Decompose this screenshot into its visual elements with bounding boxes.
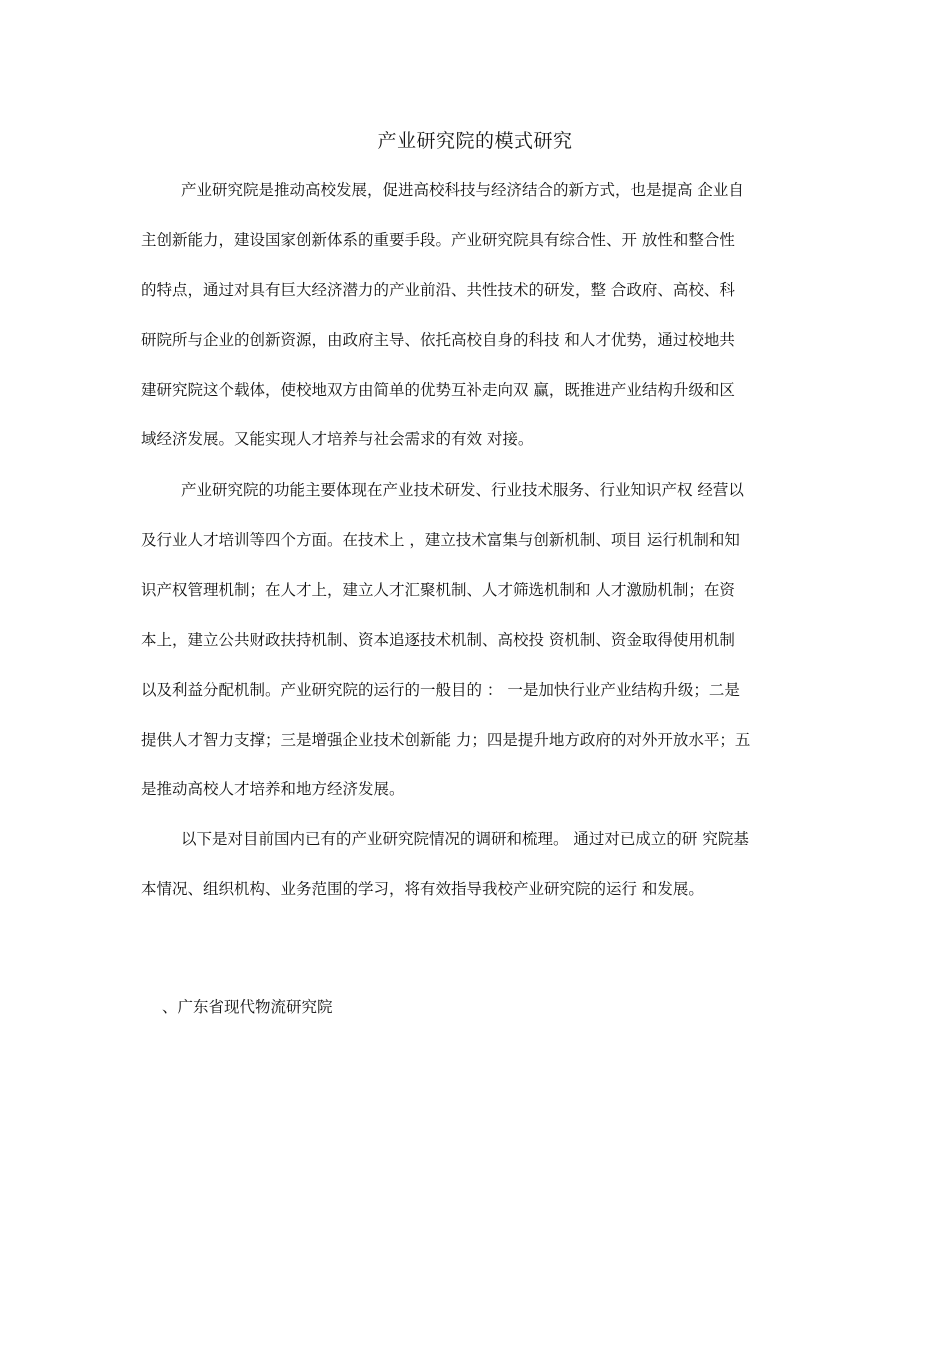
paragraph-2-line-4: 本上，建立公共财政扶持机制、资本追逐技术机制、高校投 资机制、资金取得使用机制 [141,631,735,649]
paragraph-2-line-3: 识产权管理机制；在人才上，建立人才汇聚机制、人才筛选机制和 人才激励机制；在资 [141,581,735,599]
paragraph-3-line-1: 以下是对目前国内已有的产业研究院情况的调研和梳理。 通过对已成立的研 究院基 [181,830,749,848]
paragraph-1-line-5: 建研究院这个载体，使校地双方由简单的优势互补走向双 赢，既推进产业结构升级和区 [141,381,735,399]
paragraph-1-line-1: 产业研究院是推动高校发展，促进高校科技与经济结合的新方式，也是提高 企业自 [181,181,744,199]
paragraph-2-line-1: 产业研究院的功能主要体现在产业技术研发、行业技术服务、行业知识产权 经营以 [181,481,744,499]
section-heading: 、广东省现代物流研究院 [162,998,333,1016]
paragraph-1-line-6: 域经济发展。又能实现人才培养与社会需求的有效 对接。 [141,430,534,448]
paragraph-2-line-2: 及行业人才培训等四个方面。在技术上 ，建立技术富集与创新机制、项目 运行机制和知 [141,531,740,549]
paragraph-1-line-3: 的特点，通过对具有巨大经济潜力的产业前沿、共性技术的研发，整 合政府、高校、科 [141,281,735,299]
paragraph-3-line-2: 本情况、组织机构、业务范围的学习，将有效指导我校产业研究院的运行 和发展。 [141,880,704,898]
paragraph-2-line-5: 以及利益分配机制。产业研究院的运行的一般目的 ： 一是加快行业产业结构升级；二是 [141,681,740,699]
paragraph-1-line-4: 研院所与企业的创新资源，由政府主导、依托高校自身的科技 和人才优势，通过校地共 [141,331,735,349]
paragraph-2-line-6: 提供人才智力支撑；三是增强企业技术创新能 力；四是提升地方政府的对外开放水平；五 [141,731,751,749]
paragraph-1-line-2: 主创新能力，建设国家创新体系的重要手段。产业研究院具有综合性、开 放性和整合性 [141,231,735,249]
paragraph-2-line-7: 是推动高校人才培养和地方经济发展。 [141,780,405,798]
page-title: 产业研究院的模式研究 [377,130,573,152]
